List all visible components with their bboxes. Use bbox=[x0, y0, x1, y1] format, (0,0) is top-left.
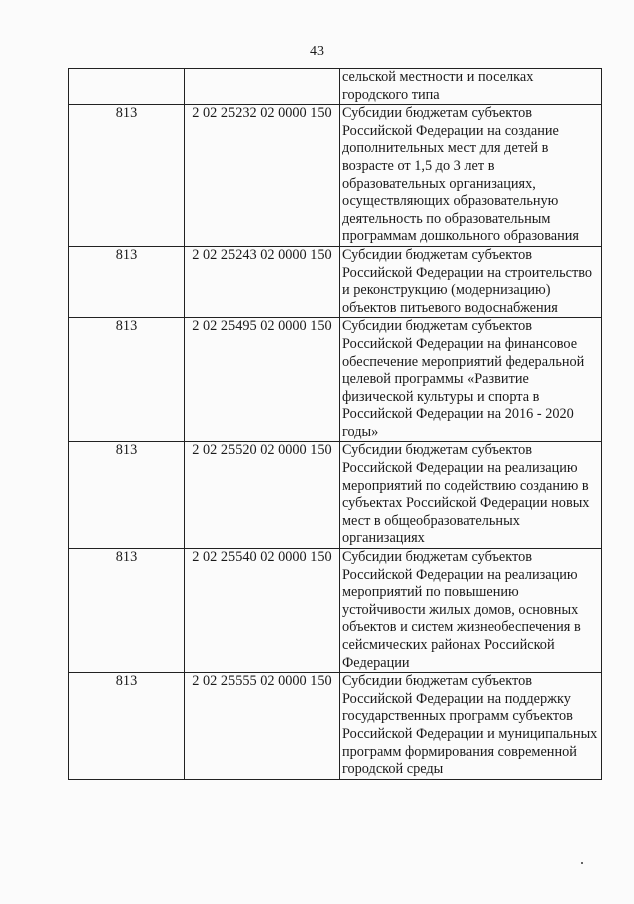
revenue-code-cell: 2 02 25243 02 0000 150 bbox=[185, 246, 340, 317]
revenue-name-cell: Субсидии бюджетам субъектов Российской Федерации на реализацию мероприятий по содействию созданию в субъектах Российской Федерации новых мест в общеобразовательных организациях bbox=[340, 442, 602, 549]
revenue-code-cell: 2 02 25520 02 0000 150 bbox=[185, 442, 340, 549]
admin-code-cell: 813 bbox=[69, 105, 185, 247]
revenue-code-cell: 2 02 25555 02 0000 150 bbox=[185, 673, 340, 780]
revenue-code-cell: 2 02 25540 02 0000 150 bbox=[185, 549, 340, 673]
table-row bbox=[69, 442, 602, 549]
scan-speck bbox=[581, 862, 583, 864]
revenue-code-cell: 2 02 25495 02 0000 150 bbox=[185, 318, 340, 442]
revenue-name-cell: Субсидии бюджетам субъектов Российской Федерации на создание дополнительных мест для детей в возрасте от 1,5 до 3 лет в образовательных организациях, осуществляющих образовательную деятельность по образовательным программам дошкольного образования bbox=[340, 105, 602, 247]
admin-code-cell: 813 bbox=[69, 673, 185, 780]
revenue-code-cell: 2 02 25232 02 0000 150 bbox=[185, 105, 340, 247]
admin-code-cell: 813 bbox=[69, 246, 185, 317]
admin-code-cell bbox=[69, 69, 185, 105]
page-number: 43 bbox=[310, 44, 324, 59]
revenue-name-cell: Субсидии бюджетам субъектов Российской Федерации на реализацию мероприятий по повышению устойчивости жилых домов, основных объектов и систем жизнеобеспечения в сейсмических районах Российской Федерации bbox=[340, 549, 602, 673]
revenue-name-cell: Субсидии бюджетам субъектов Российской Федерации на финансовое обеспечение мероприятий федеральной целевой программы «Развитие физической культуры и спорта в Российской Федерации на 2016 - 2020 годы» bbox=[340, 318, 602, 442]
table-row bbox=[69, 105, 602, 247]
budget-classification-table bbox=[68, 68, 602, 780]
revenue-name-cell: Субсидии бюджетам субъектов Российской Федерации на строительство и реконструкцию (модернизацию) объектов питьевого водоснабжения bbox=[340, 246, 602, 317]
table-row bbox=[69, 246, 602, 317]
table-row bbox=[69, 673, 602, 780]
revenue-name-cell: Субсидии бюджетам субъектов Российской Федерации на поддержку государственных программ субъектов Российской Федерации и муниципальных программ формирования современной городской среды bbox=[340, 673, 602, 780]
admin-code-cell: 813 bbox=[69, 549, 185, 673]
table-row bbox=[69, 69, 602, 105]
admin-code-cell: 813 bbox=[69, 442, 185, 549]
revenue-code-cell bbox=[185, 69, 340, 105]
table-row bbox=[69, 318, 602, 442]
revenue-name-cell: сельской местности и поселках городского типа bbox=[340, 69, 602, 105]
table-row bbox=[69, 549, 602, 673]
admin-code-cell: 813 bbox=[69, 318, 185, 442]
